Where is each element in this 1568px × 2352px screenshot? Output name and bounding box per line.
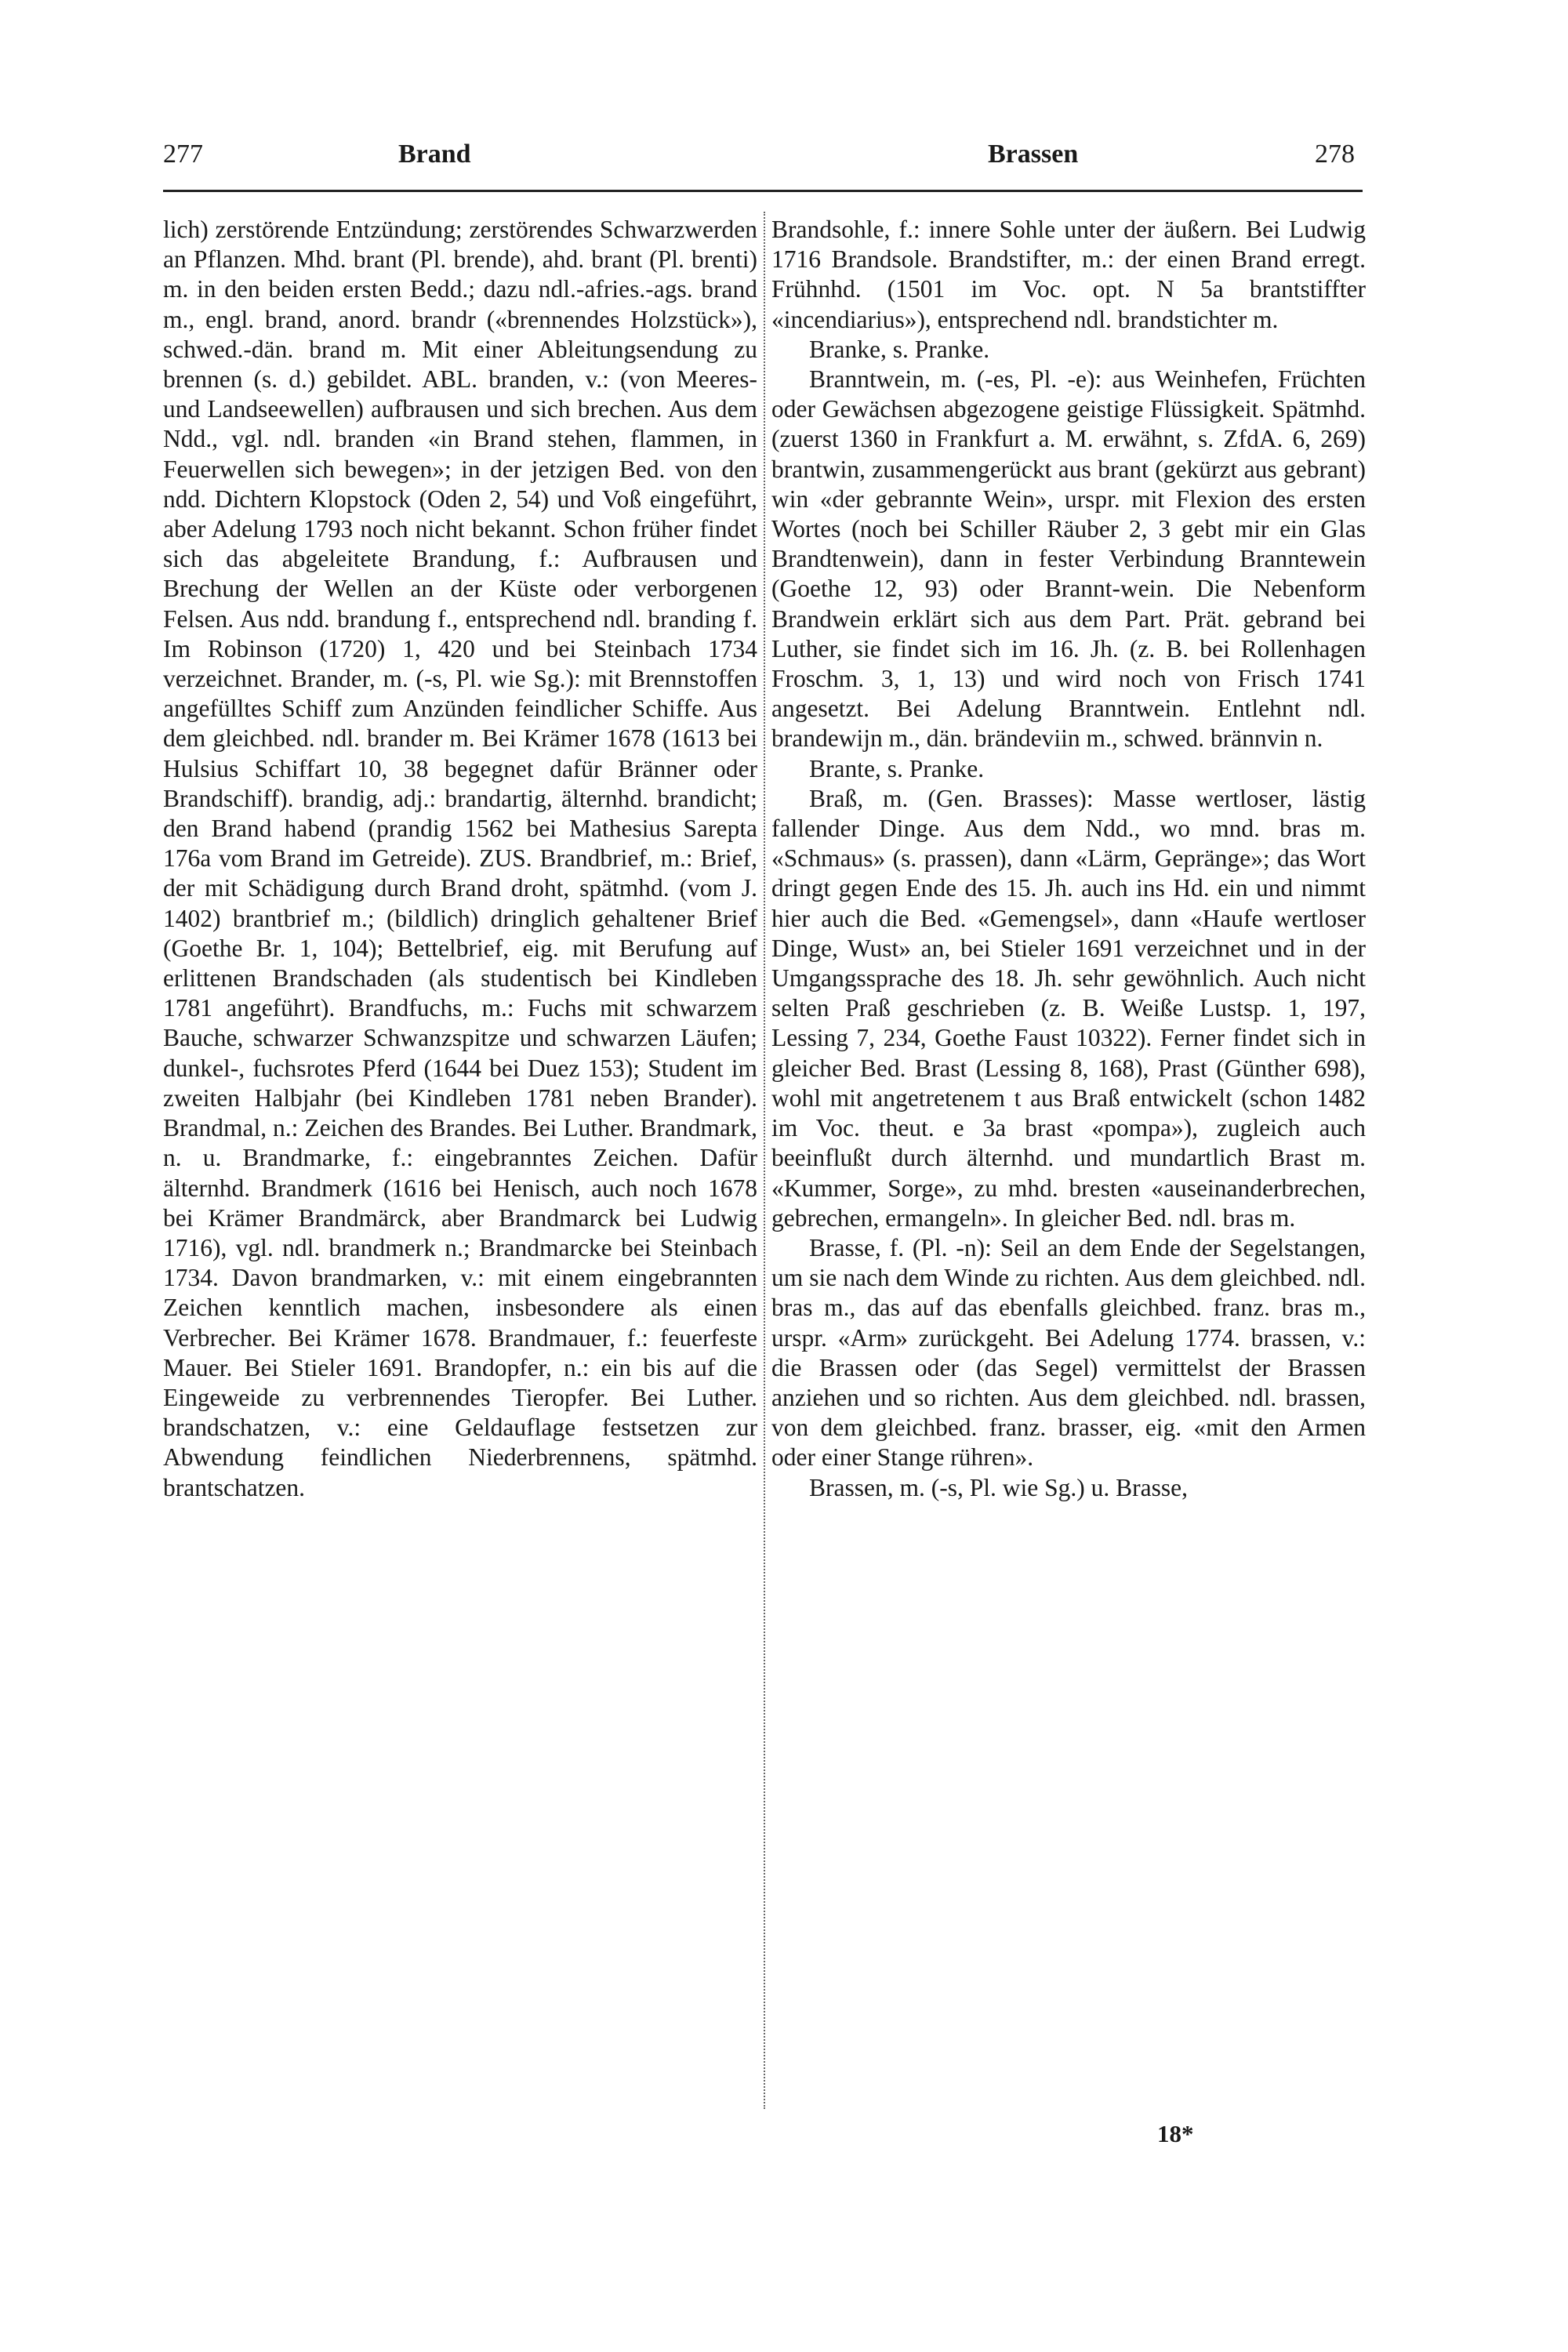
signature-mark: 18* — [1157, 2120, 1194, 2147]
entry-paragraph: Braß, m. (Gen. Brasses): Masse wertloser, lästig fallender Dinge. Aus dem Ndd., wo mnd. bras m. «Schmaus» (s. prassen), dann «Lärm, Gepränge»; das Wort dringt gegen Ende des 15. Jh. auch ins Hd. ein und nimmt hier auch die Bed. «Gemengsel», dann «Haufe wertloser Dinge, Wust» an, bei Stieler 1691 verzeichnet und in der Umgangssprache des 18. Jh. sehr gewöhnlich. Auch nicht selten Praß geschrieben (z. B. Weiße Lustsp. 1, 197, Lessing 7, 234, Goethe Faust 10322). Ferner findet sich in gleicher Bed. Brast (Lessing 8, 168), Prast (Günther 698), wohl mit angetretenem t aus Braß entwickelt (schon 1482 im Voc. theut. e 3a brast «pompa»), zugleich auch beeinflußt durch älternhd. und mundartlich Brast m. «Kummer, Sorge», zu mhd. bresten «auseinanderbrechen, gebrechen, ermangeln». In gleicher Bed. ndl. bras m. — [771, 784, 1366, 1232]
entry-paragraph: Brasse, f. (Pl. -n): Seil an dem Ende der Segelstangen, um sie nach dem Winde zu richten. Aus dem gleichbed. ndl. bras m., das auf das ebenfalls gleichbed. franz. bras m., urspr. «Arm» zurückgeht. Bei Adelung 1774. brassen, v.: die Brassen oder (das Segel) vermittelst der Brassen anziehen und so richten. Aus dem gleichbed. ndl. brassen, von dem gleichbed. franz. brasser, eig. «mit den Armen oder einer Stange rühren». — [771, 1233, 1366, 1472]
entry-paragraph: lich) zerstörende Entzündung; zerstörendes Schwarzwerden an Pflanzen. Mhd. brant (Pl. brende), ahd. brant (Pl. brenti) m. in den beiden ersten Bedd.; dazu ndl.-afries.-ags. brand m., engl. brand, anord. brandr («brennendes Holzstück»), schwed.-dän. brand m. Mit einer Ableitungsendung zu brennen (s. d.) gebildet. ABL. branden, v.: (von Meeres- und Landseewellen) aufbrausen und sich brechen. Aus dem Ndd., vgl. ndl. branden «in Brand stehen, flammen, in Feuerwellen sich bewegen»; in der jetzigen Bed. von den ndd. Dichtern Klopstock (Oden 2, 54) und Voß eingeführt, aber Adelung 1793 noch nicht bekannt. Schon früher findet sich das abgeleitete Brandung, f.: Aufbrausen und Brechung der Wellen an der Küste oder verborgenen Felsen. Aus ndd. brandung f., entsprechend ndl. branding f. Im Robinson (1720) 1, 420 und bei Steinbach 1734 verzeichnet. Brander, m. (-s, Pl. wie Sg.): mit Brennstoffen angefülltes Schiff zum Anzünden feindlicher Schiffe. Aus dem gleichbed. ndl. brander m. Bei Krämer 1678 (1613 bei Hulsius Schiffart 10, 38 begegnet dafür Bränner oder Brandschiff). brandig, adj.: brandartig, älternhd. brandicht; den Brand habend (prandig 1562 bei Mathesius Sarepta 176a vom Brand im Getreide). ZUS. Brandbrief, m.: Brief, der mit Schädigung durch Brand droht, spätmhd. (vom J. 1402) brantbrief m.; (bildlich) dringlich gehaltener Brief (Goethe Br. 1, 104); Bettelbrief, eig. mit Berufung auf erlittenen Brandschaden (als studentisch bei Kindleben 1781 angeführt). Brandfuchs, m.: Fuchs mit schwarzem Bauche, schwarzer Schwanzspitze und schwarzen Läufen; dunkel-, fuchsrotes Pferd (1644 bei Duez 153); Student im zweiten Halbjahr (bei Kindleben 1781 neben Brander). Brandmal, n.: Zeichen des Brandes. Bei Luther. Brandmark, n. u. Brandmarke, f.: eingebranntes Zeichen. Dafür älternhd. Brandmerk (1616 bei Henisch, auch noch 1678 bei Krämer Brandmärck, aber Brandmarck bei Ludwig 1716), vgl. ndl. brandmerk n.; Brandmarcke bei Steinbach 1734. Davon brandmarken, v.: mit einem eingebrannten Zeichen kenntlich machen, insbesondere als einen Verbrecher. Bei Krämer 1678. Brandmauer, f.: feuerfeste Mauer. Bei Stieler 1691. Brandopfer, n.: ein bis auf die Eingeweide zu verbrennendes Tieropfer. Bei Luther. brandschatzen, v.: eine Geldauflage festsetzen zur Abwendung feindlichen Niederbrennens, spätmhd. brantschatzen. — [163, 216, 757, 1501]
entry-paragraph: Branntwein, m. (-es, Pl. -e): aus Weinhefen, Früchten oder Gewächsen abgezogene geistige Flüssigkeit. Spätmhd. (zuerst 1360 in Frankfurt a. M. erwähnt, s. ZfdA. 6, 269) brantwin, zusammengerückt aus brant (gekürzt aus gebrant) win «der gebrannte Wein», urspr. mit Flexion des ersten Wortes (noch bei Schiller Räuber 2, 3 gebt mir ein Glas Brandtenwein), dann in fester Verbindung Branntewein (Goethe 12, 93) oder Brannt-wein. Die Nebenform Brandwein erklärt sich aus dem Part. Prät. gebrand bei Luther, sie findet sich im 16. Jh. (z. B. bei Rollenhagen Froschm. 3, 1, 13) und wird noch von Frisch 1741 angesetzt. Bei Adelung Branntwein. Entlehnt ndl. brandewijn m., dän. brändeviin m., schwed. brännvin n. — [771, 365, 1366, 753]
headword-left: Brand — [398, 140, 471, 169]
page-number-right: 278 — [1315, 140, 1355, 169]
entry-paragraph: Branke, s. Pranke. — [809, 335, 990, 363]
page-number-left: 277 — [163, 140, 203, 169]
entry-paragraph: Brandsohle, f.: innere Sohle unter der äußern. Bei Ludwig 1716 Brandsole. Brandstifter, m.: der einen Brand erregt. Frühnhd. (1501 im Voc. opt. N 5a brantstiffter «incendiarius»), entsprechend ndl. brandstichter m. — [771, 216, 1366, 333]
header-rule — [163, 190, 1363, 192]
entry-paragraph: Brassen, m. (-s, Pl. wie Sg.) u. Brasse, — [809, 1473, 1188, 1501]
running-header — [163, 140, 1355, 187]
left-column — [163, 215, 757, 1503]
entry-paragraph: Brante, s. Pranke. — [809, 754, 985, 782]
right-column — [771, 215, 1366, 1503]
headword-right: Brassen — [988, 140, 1079, 169]
column-divider — [764, 212, 766, 2109]
